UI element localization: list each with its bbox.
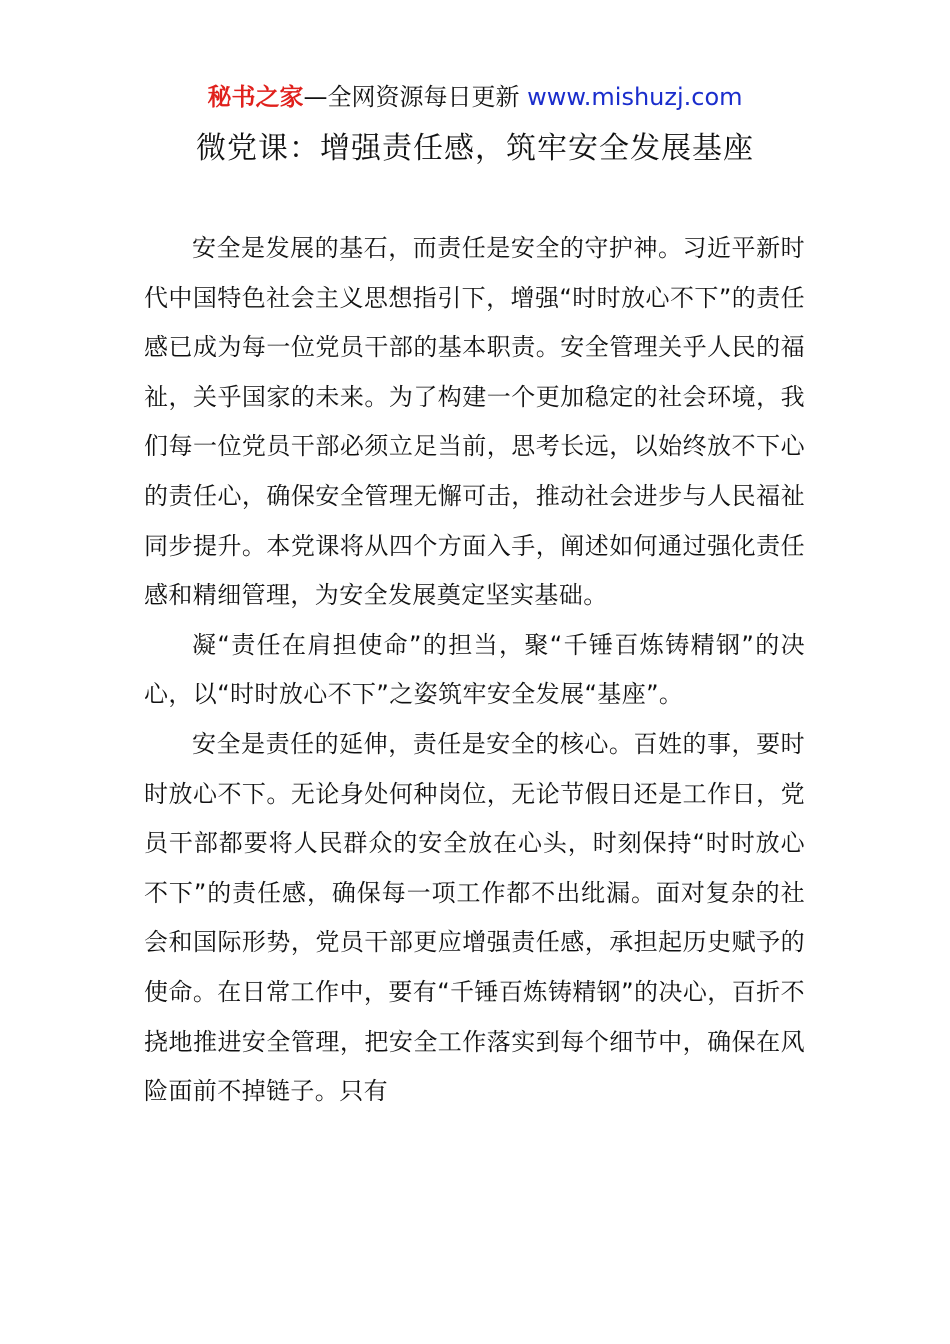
body-paragraph: 安全是责任的延伸，责任是安全的核心。百姓的事，要时时放心不下。无论身处何种岗位，无论节假日还是工作日，党员干部都要将人民群众的安全放在心头，时刻保持“时时放心不下”的责任感，确保每一项工作都不出纰漏。面对复杂的社会和国际形势，党员干部更应增强责任感，承担起历史赋予的使命。在日常工作中，要有“千锤百炼铸精钢”的决心，百折不挠地推进安全管理，把安全工作落实到每个细节中，确保在风险面前不掉链子。只有 — [144, 729, 805, 1106]
site-tagline: —全网资源每日更新 — [303, 83, 520, 111]
document-title: 微党课：增强责任感，筑牢安全发展基座 — [196, 131, 754, 166]
site-url-link[interactable]: www.mishuzj.com — [519, 83, 743, 111]
document-body — [144, 224, 805, 1117]
site-header — [0, 80, 950, 114]
site-brand: 秘书之家 — [207, 83, 304, 111]
body-paragraph: 安全是发展的基石，而责任是安全的守护神。习近平新时代中国特色社会主义思想指引下，增强“时时放心不下”的责任感已成为每一位党员干部的基本职责。安全管理关乎人民的福祉，关乎国家的未来。为了构建一个更加稳定的社会环境，我们每一位党员干部必须立足当前，思考长远，以始终放不下心的责任心，确保安全管理无懈可击，推动社会进步与人民福祉同步提升。本党课将从四个方面入手，阐述如何通过强化责任感和精细管理，为安全发展奠定坚实基础。 — [144, 234, 805, 610]
body-paragraph: 凝“责任在肩担使命”的担当，聚“千锤百炼铸精钢”的决心，以“时时放心不下”之姿筑牢安全发展“基座”。 — [144, 630, 805, 709]
